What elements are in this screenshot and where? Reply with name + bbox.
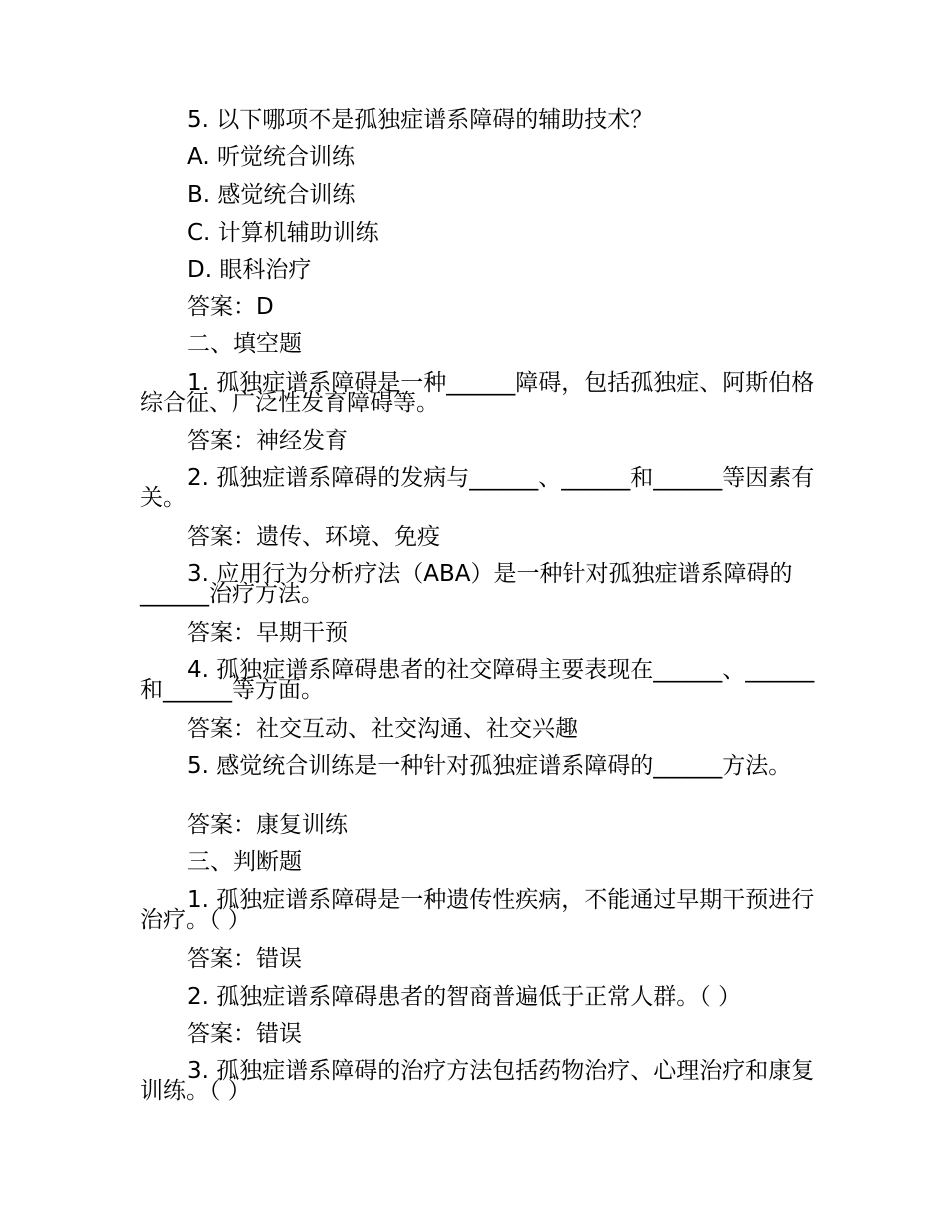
fill-answer-2: 答案：遗传、环境、免疫: [187, 524, 440, 550]
judge-question-3: 3. 孤独症谱系障碍的治疗方法包括药物治疗、心理治疗和康复训练。（ ）: [140, 1058, 815, 1104]
judge-question-2: 2. 孤独症谱系障碍患者的智商普遍低于正常人群。（ ）: [187, 984, 742, 1010]
fill-answer-4: 答案：社交互动、社交沟通、社交兴趣: [187, 716, 578, 742]
mc-option-b: B. 感觉统合训练: [187, 182, 356, 208]
judge-section-heading: 三、判断题: [187, 849, 302, 875]
mc-option-c: C. 计算机辅助训练: [187, 220, 379, 246]
judge-answer-1: 答案：错误: [187, 946, 302, 972]
fill-question-4: 4. 孤独症谱系障碍患者的社交障碍主要表现在______、______和______等方面。: [140, 657, 815, 703]
fill-answer-5: 答案：康复训练: [187, 812, 348, 838]
fill-question-5: 5. 感觉统合训练是一种针对孤独症谱系障碍的______方法。: [187, 753, 792, 779]
fill-question-2: 2. 孤独症谱系障碍的发病与______、______和______等因素有关。: [140, 465, 815, 511]
mc-question-5: 5. 以下哪项不是孤独症谱系障碍的辅助技术？: [187, 107, 654, 133]
fill-section-heading: 二、填空题: [187, 331, 302, 357]
mc-option-a: A. 听觉统合训练: [187, 144, 355, 170]
mc-option-d: D. 眼科治疗: [187, 257, 312, 283]
judge-question-1: 1. 孤独症谱系障碍是一种遗传性疾病，不能通过早期干预进行治疗。（ ）: [140, 887, 815, 933]
mc-answer-5: 答案：D: [187, 294, 274, 320]
fill-question-1: 1. 孤独症谱系障碍是一种______障碍，包括孤独症、阿斯伯格综合征、广泛性发育障碍等。: [140, 370, 815, 416]
fill-answer-3: 答案：早期干预: [187, 620, 348, 646]
judge-answer-2: 答案：错误: [187, 1021, 302, 1047]
fill-answer-1: 答案：神经发育: [187, 428, 348, 454]
fill-question-3: 3. 应用行为分析疗法（ABA）是一种针对孤独症谱系障碍的______治疗方法。: [140, 561, 793, 607]
